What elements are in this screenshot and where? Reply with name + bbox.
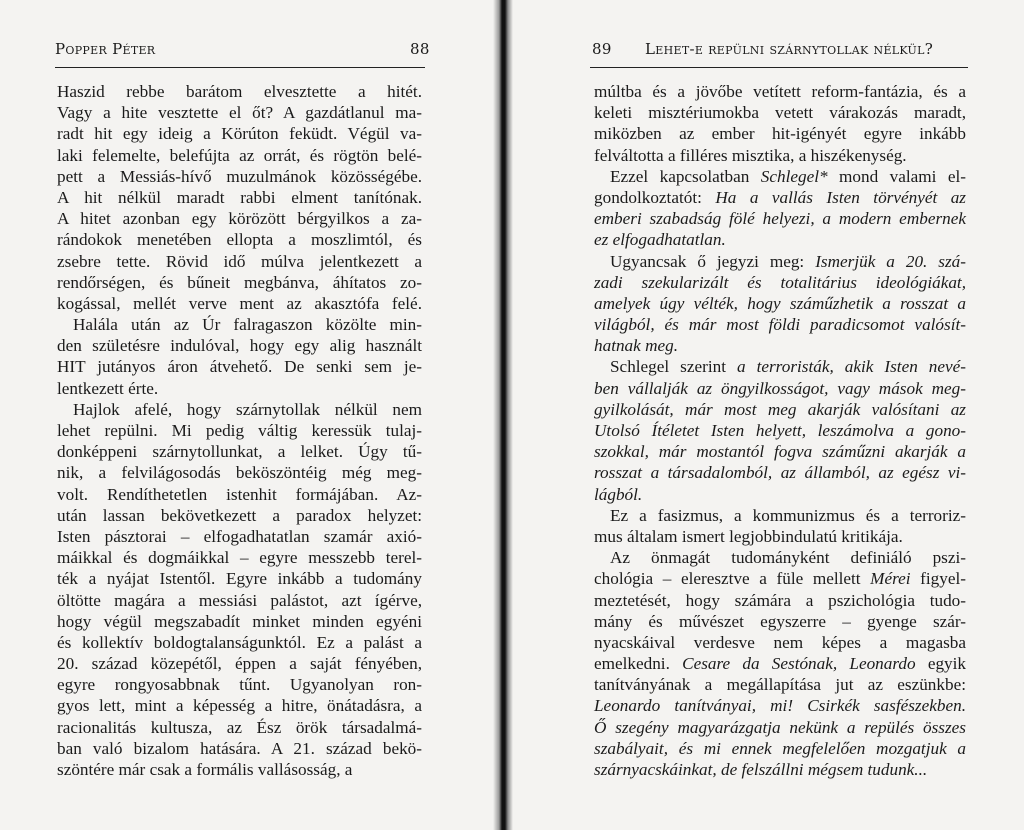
text-line: ben vállalják az öngyilkosságot, vagy mások meg-	[594, 378, 966, 398]
text-line: világból, és már most földi paradicsomot valósít-	[594, 315, 966, 335]
text-line: Halála után az Úr falragaszon közölte min-	[73, 315, 422, 335]
text-line: A hitet azonban egy körözött bérgyilkos a za-	[57, 209, 422, 229]
left-page	[0, 0, 495, 830]
text-line: múltba és a jövőbe vetített reform-fantázia, és a	[594, 82, 966, 101]
text-line: Isten pásztorai – elfogadhatatlan szamár axió-	[57, 526, 422, 546]
text-line: Leonardo tanítványai, mi! Csirkék sasfészekben.	[594, 696, 966, 716]
text-line: zsebre tette. Rövid idő múlva jelentkezett a	[57, 251, 422, 271]
text-line: hogy végül megszabadít minket minden egyéni	[57, 611, 422, 631]
text-line: 20. század közepétől, éppen a saját fényében,	[57, 654, 422, 674]
text-line: lehet repülni. Mi pedig váltig keressük tulaj-	[57, 421, 422, 440]
text-line: lentkezett érte.	[57, 378, 159, 398]
right-page	[512, 0, 1024, 830]
left-body-text	[57, 81, 422, 780]
left-running-head: Popper Péter	[55, 40, 156, 58]
right-body-text	[594, 81, 966, 780]
text-line: racionalitás kultusza, az Ész örök társadalmá-	[57, 717, 422, 737]
text-line: radt hit egy ideig a Körúton feküdt. Végül va-	[57, 124, 422, 144]
text-line: nik, a felvilágosodás beköszöntéig még meg-	[57, 463, 422, 483]
text-line: ez elfogadhatatlan.	[594, 230, 726, 250]
text-line: felváltotta a filléres misztika, a hiszékenység.	[594, 145, 907, 165]
text-line: szárnyacskáinkat, de felszállni mégsem tudunk...	[594, 760, 928, 779]
text-line: Ő szegény magyarázgatja nekünk a repülés összes	[594, 717, 966, 737]
text-line: szokkal, már mostantól fogva száműzni akarják a	[594, 442, 966, 462]
text-line: Vagy a hite vesztette el őt? A gazdátlanul ma-	[57, 103, 422, 123]
text-line: pett a Messiás-hívő muzulmánok közösségébe.	[57, 166, 422, 186]
text-line: keleti misztériumokba vetett várakozás maradt,	[594, 103, 966, 123]
text-line: nyacskáival verdesve nem képes a magasba	[594, 632, 966, 652]
left-header-rule	[55, 67, 425, 68]
text-line: máikkal és dogmáikkal – egyre messzebb terel-	[57, 548, 422, 568]
text-line: mus általam ismert legjobbindulatú kritikája.	[594, 526, 903, 546]
text-line: ték a nyájat Istentől. Egyre inkább a tudomány	[57, 569, 422, 589]
text-line: meztetését, hogy számára a pszichológia tudo-	[594, 590, 966, 610]
right-header-rule	[590, 67, 968, 68]
text-line: öltötte magára a messiási palástot, azt ígérve,	[57, 590, 422, 610]
text-line: rándokok menetében ellopta a moszlimtól, és	[57, 230, 422, 250]
text-line: emelkedni. Cesare da Sestónak, Leonardo egyik	[594, 654, 967, 674]
text-line: laki felemelte, belefújta az orrát, és rögtön belé-	[57, 145, 422, 165]
text-line: zadi szekularizált és totalitárius ideológiákat,	[594, 272, 966, 292]
text-line: és kollektív boldogtalanságunktól. Ez a palást a	[57, 632, 422, 652]
text-line: volt. Rendíthetetlen istenhit formájában. Az-	[57, 484, 422, 504]
text-line: Ezzel kapcsolatban Schlegel* mond valami el-	[610, 166, 966, 186]
text-line: Utolsó Ítéletet Isten helyett, leszámolva a gono-	[594, 421, 966, 440]
text-line: Az önmagát tudományként definiáló pszi-	[610, 548, 966, 568]
text-line: egyre rongyosabbnak tűnt. Ugyanolyan ron-	[57, 675, 422, 695]
text-line: lágból.	[594, 484, 643, 504]
text-line: mány és művészet egyszerre – gyenge szár-	[594, 611, 966, 631]
text-line: Ugyancsak ő jegyzi meg: Ismerjük a 20. szá-	[610, 251, 966, 271]
text-line: donképpeni szárnytollunkat, a lelket. Úgy tű-	[57, 442, 422, 462]
text-line: gyos lett, mint a képesség a hitre, önátadásra, a	[57, 696, 422, 716]
text-line: den születésre indulóval, hogy egy alig használt	[57, 336, 422, 356]
left-page-number: 88	[410, 40, 430, 58]
text-line: után lassan bekövetkezett a paradox helyzet:	[57, 505, 422, 525]
text-line: rendőrségen, és bűneit megbánva, áhítatos zo-	[57, 272, 422, 292]
text-line: kogással, mellét verve ment az akasztófa felé.	[57, 293, 422, 313]
right-page-number: 89	[592, 40, 612, 58]
text-line: miközben az ember hit-igényét egyre inkább	[594, 124, 966, 144]
text-line: gyilkolását, már most meg akarják valósítani az	[594, 399, 966, 419]
text-line: ban való bizalom hatására. A 21. század bekö-	[57, 738, 422, 758]
text-line: A hit nélkül maradt rabbi elment tanítónak.	[57, 187, 422, 207]
text-line: amelyek úgy vélték, hogy száműzhetik a rosszat a	[594, 293, 966, 313]
text-line: hatnak meg.	[594, 336, 679, 356]
book-gutter	[493, 0, 513, 830]
text-line: Schlegel szerint a terroristák, akik Isten nevé-	[610, 357, 966, 377]
text-line: szöntére már csak a formális vallásosság, a	[57, 760, 353, 779]
text-line: Haszid rebbe barátom elvesztette a hitét.	[57, 82, 422, 101]
text-line: rosszat a társadalomból, az államból, az egész vi-	[594, 463, 966, 483]
right-running-head: Lehet-e repülni szárnytollak nélkül?	[645, 40, 934, 58]
text-line: chológia – eleresztve a füle mellett Mérei figyel-	[594, 569, 966, 589]
text-line: tanítványának a megállapítása jut az eszünkbe:	[594, 675, 966, 695]
text-line: szabályait, és mi ennek megfelelően mozgatjuk a	[594, 738, 966, 758]
text-line: emberi szabadság fölé helyezi, a modern embernek	[594, 209, 966, 229]
text-line: Ez a fasizmus, a kommunizmus és a terroriz-	[610, 505, 966, 525]
text-line: HIT jutányos áron átvehető. De senki sem je-	[57, 357, 422, 377]
text-line: gondolkoztatót: Ha a vallás Isten törvényét az	[594, 187, 966, 207]
text-line: Hajlok afelé, hogy szárnytollak nélkül nem	[73, 399, 422, 419]
